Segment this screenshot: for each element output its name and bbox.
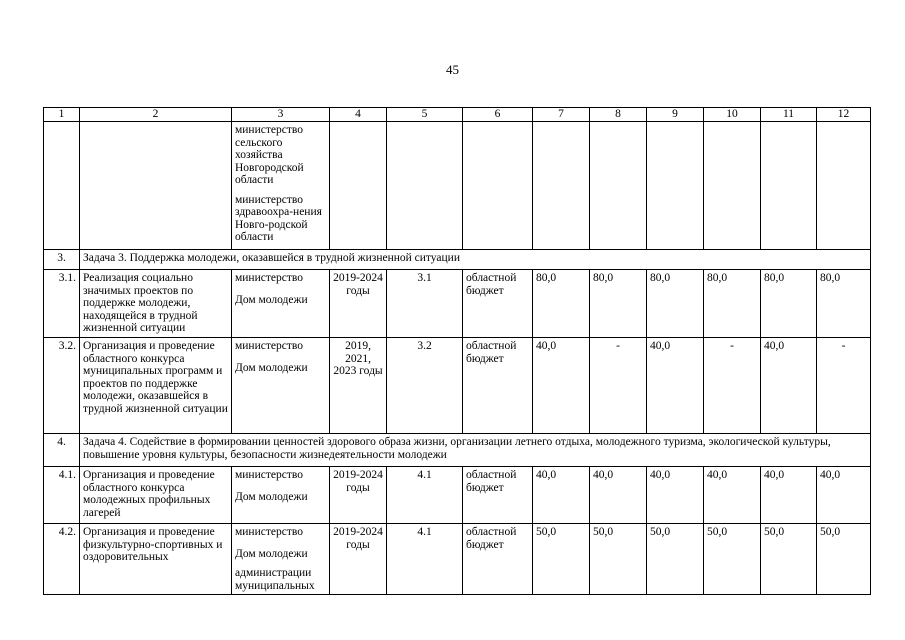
task-title: Задача 3. Поддержка молодежи, оказавшейся в трудной жизненной ситуации [80, 250, 871, 270]
col-header: 1 [44, 108, 80, 122]
col-header: 8 [590, 108, 647, 122]
funding-source: областной бюджет [463, 467, 533, 524]
executor: министерство [235, 340, 303, 352]
value-cell: 50,0 [817, 524, 871, 595]
executor: министерство сельского хозяйства Новгородской области [235, 124, 304, 186]
table-row [44, 338, 871, 434]
col-header: 10 [704, 108, 761, 122]
value-cell: 40,0 [647, 467, 704, 524]
col-header: 9 [647, 108, 704, 122]
col-header: 12 [817, 108, 871, 122]
table-row [44, 467, 871, 524]
value-cell: - [817, 338, 871, 434]
col-header: 4 [330, 108, 387, 122]
period: 2019-2024 годы [330, 524, 387, 595]
value-cell: - [704, 338, 761, 434]
funding-source: областной бюджет [463, 524, 533, 595]
task-title: Задача 4. Содействие в формировании ценностей здорового образа жизни, организации летнего отдыха, молодежного туризма, экологической культуры, повышение уровня культуры, безопасности жизнедеятельности молодежи [80, 434, 871, 467]
table-row [44, 122, 871, 250]
funding-source: областной бюджет [463, 270, 533, 338]
value-cell: - [590, 338, 647, 434]
executor-cell [232, 524, 330, 595]
target-indicator: 4.1 [387, 467, 463, 524]
executor-cell [232, 338, 330, 434]
executor: Дом молодежи [235, 490, 308, 503]
executor: Дом молодежи [235, 361, 308, 374]
value-cell: 80,0 [590, 270, 647, 338]
value-cell: 80,0 [761, 270, 817, 338]
executor: Дом молодежи [235, 293, 308, 306]
value-cell: 50,0 [647, 524, 704, 595]
funding-source: областной бюджет [463, 338, 533, 434]
activity-name: Организация и проведение областного конкурса молодежных профильных лагерей [80, 467, 232, 524]
period: 2019, 2021, 2023 годы [330, 338, 387, 434]
value-cell: 40,0 [533, 338, 590, 434]
col-header: 2 [80, 108, 232, 122]
col-header: 5 [387, 108, 463, 122]
value-cell: 80,0 [647, 270, 704, 338]
activity-name: Реализация социально значимых проектов по поддержке молодежи, находящейся в трудной жизненной ситуации [80, 270, 232, 338]
task-row [44, 434, 871, 467]
program-table [43, 107, 871, 595]
value-cell: 40,0 [761, 467, 817, 524]
value-cell: 40,0 [817, 467, 871, 524]
value-cell: 50,0 [704, 524, 761, 595]
executor: администрации муниципальных [235, 567, 315, 592]
value-cell: 40,0 [590, 467, 647, 524]
table-row [44, 524, 871, 595]
executor: министерство здравоохра-нения Новго-родской области [235, 193, 322, 243]
value-cell: 40,0 [704, 467, 761, 524]
executor: Дом молодежи [235, 547, 308, 560]
period: 2019-2024 годы [330, 467, 387, 524]
row-number: 3.1. [44, 270, 80, 338]
column-number-row [44, 108, 871, 122]
value-cell: 40,0 [533, 467, 590, 524]
col-header: 7 [533, 108, 590, 122]
activity-name: Организация и проведение областного конкурса муниципальных программ и проектов по поддержке молодежи, оказавшейся в трудной жизненной ситуации [80, 338, 232, 434]
target-indicator: 3.2 [387, 338, 463, 434]
col-header: 11 [761, 108, 817, 122]
executor: министерство [235, 469, 303, 481]
activity-name: Организация и проведение физкультурно-спортивных и оздоровительных [80, 524, 232, 595]
executor: министерство [235, 272, 303, 284]
col-header: 6 [463, 108, 533, 122]
period: 2019-2024 годы [330, 270, 387, 338]
executor-cell [232, 122, 330, 250]
executor-cell [232, 270, 330, 338]
value-cell: 40,0 [647, 338, 704, 434]
row-number: 4.2. [44, 524, 80, 595]
value-cell: 80,0 [817, 270, 871, 338]
row-number: 3.2. [44, 338, 80, 434]
target-indicator: 4.1 [387, 524, 463, 595]
target-indicator: 3.1 [387, 270, 463, 338]
task-number: 3. [44, 250, 80, 270]
executor: министерство [235, 526, 303, 538]
row-number: 4.1. [44, 467, 80, 524]
value-cell: 50,0 [533, 524, 590, 595]
table-row [44, 270, 871, 338]
value-cell: 80,0 [704, 270, 761, 338]
value-cell: 40,0 [761, 338, 817, 434]
col-header: 3 [232, 108, 330, 122]
value-cell: 50,0 [761, 524, 817, 595]
value-cell: 50,0 [590, 524, 647, 595]
page-number: 45 [446, 62, 459, 77]
value-cell: 80,0 [533, 270, 590, 338]
task-number: 4. [44, 434, 80, 467]
executor-cell [232, 467, 330, 524]
task-row [44, 250, 871, 270]
